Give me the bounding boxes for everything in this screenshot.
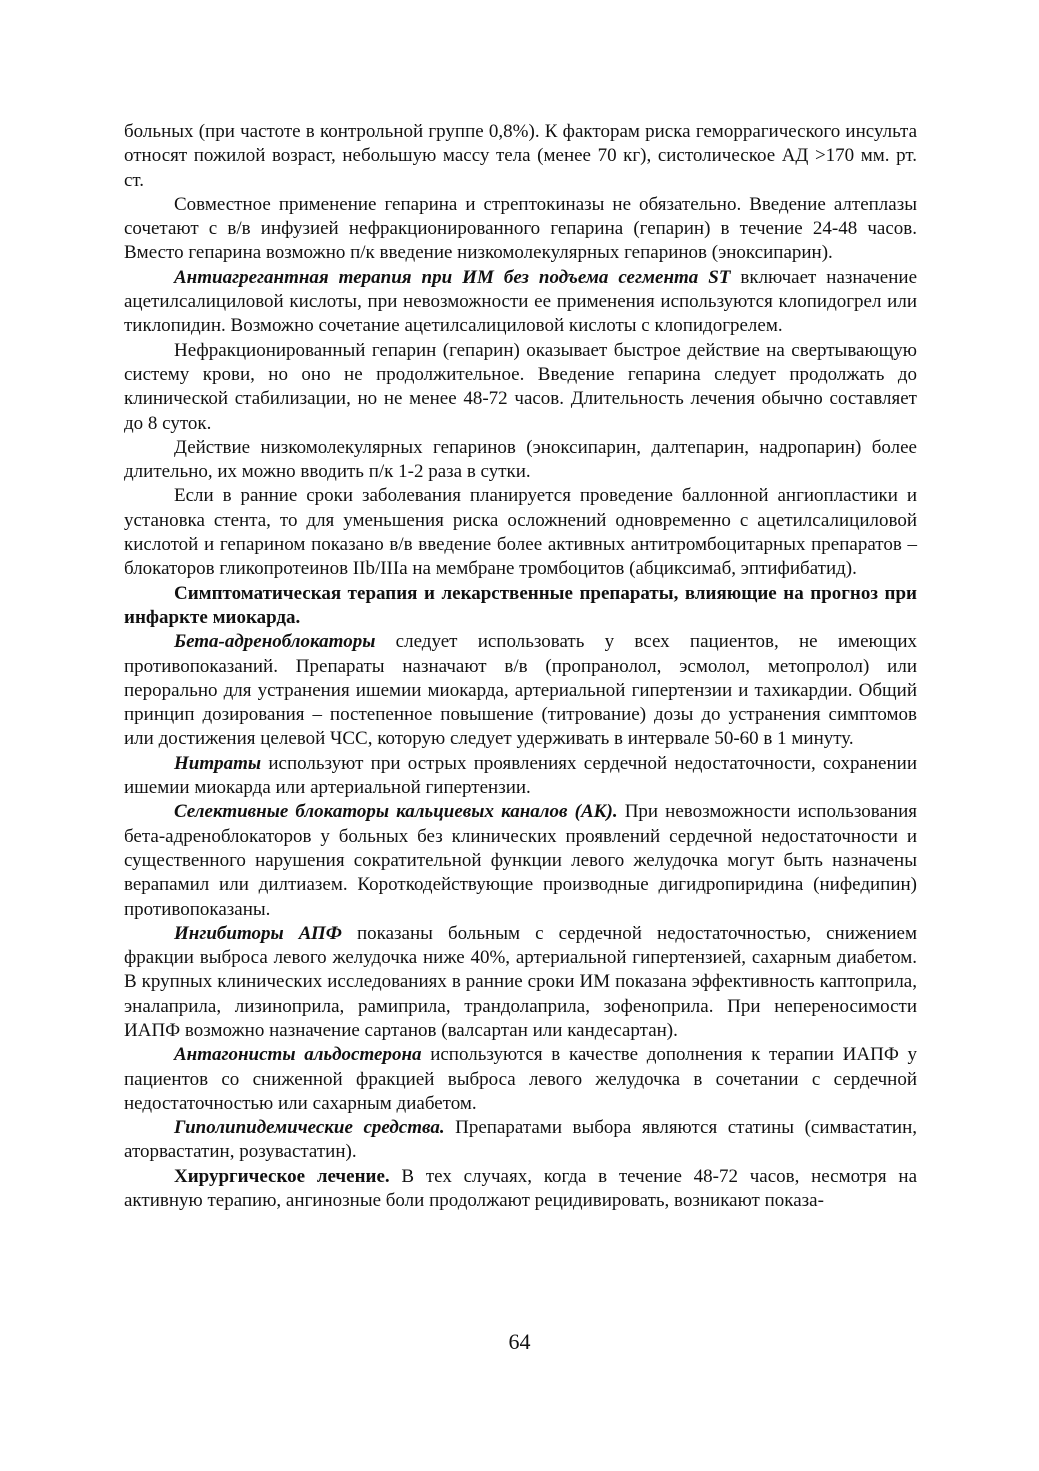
paragraph [124,120,917,193]
paragraph-text: Действие низкомолекулярных гепаринов (эноксипарин, далтепарин, надропарин) более длительно, их можно вводить п/к 1-2 раза в сутки. [124,436,917,483]
paragraph-text: Препаратами выбора являются статины (симвастатин, аторвастатин, розувастатин). [124,1117,917,1163]
paragraph [124,339,917,436]
paragraph-text: больных (при частоте в контрольной группе 0,8%). К факторам риска геморрагического инсульта относят пожилой возраст, небольшую массу тела (менее 70 кг), систолическое АД >170 мм. рт. ст. [124,121,917,191]
paragraph-text: Нефракционированный гепарин (гепарин) оказывает быстрое действие на свертывающую систему крови, но оно не продолжительное. Введение гепарина следует продолжать до клинической стабилизации, но не менее 48-72 часов. Длительность лечения обычно составляет до 8 суток. [124,339,917,434]
paragraph-heading: Нитраты [174,752,262,774]
paragraph-text: При невозможности использования бета-адреноблокаторов у больных без клинических проявлений сердечной недостаточности и существенного нарушения сократительной функции левого желудочка могут быть назначены верапамил или дилтиазем. Короткодействующие производные дигидропиридина (нифедипин) противопоказаны. [124,801,917,920]
paragraph [124,630,917,751]
paragraph-heading: Гиполипидемические средства. [174,1117,445,1139]
paragraph [124,266,917,339]
paragraph [124,1165,917,1214]
paragraph-text: включает назначение ацетилсалициловой кислоты, при невозможности ее применения используются клопидогрел или тиклопидин. Возможно сочетание ацетилсалициловой кислоты с клопидогрелем. [124,266,917,337]
paragraph-heading: Ингибиторы АПФ [174,922,342,944]
section-heading-text: Симптоматическая терапия и лекарственные препараты, влияющие на прогноз при инфаркте миокарда. [124,582,917,628]
paragraph-text: Совместное применение гепарина и стрептокиназы не обязательно. Введение алтеплазы сочетают с в/в инфузией нефракционированного гепарина (гепарин) в течение 24-48 часов. Вместо гепарина возможно п/к введение низкомолекулярных гепаринов (эноксипарин). [124,193,917,264]
paragraph [124,800,917,921]
paragraph-text: В тех случаях, когда в течение 48-72 часов, несмотря на активную терапию, ангинозные боли продолжают рецидивировать, возникают показа- [124,1165,917,1212]
paragraph-text: используют при острых проявлениях сердечной недостаточности, сохранении ишемии миокарда или артериальной гипертензии. [124,752,917,799]
paragraph [124,752,917,801]
paragraph-heading: Антагонисты альдостерона [174,1044,422,1066]
paragraph-text: используются в качестве дополнения к терапии ИАПФ у пациентов со сниженной фракцией выброса левого желудочка в сочетании с сердечной недостаточностью или сахарным диабетом. [124,1044,918,1114]
page-number: 64 [508,1329,531,1354]
paragraph [124,193,917,266]
section-heading [124,582,917,631]
paragraph-heading: Селективные блокаторы кальциевых каналов (АК). [174,801,618,823]
document-body [124,120,917,1213]
paragraph [124,436,917,485]
paragraph-heading: Антиагрегантная терапия при ИМ без подъема сегмента ST [174,266,731,288]
paragraph [124,484,917,581]
paragraph-heading: Бета-адреноблокаторы [174,631,376,653]
paragraph-text: показаны больным с сердечной недостаточностью, снижением фракции выброса левого желудочка ниже 40%, артериальной гипертензией, сахарным диабетом. В крупных клинических исследованиях в ранние сроки ИМ показана эффективность каптоприла, эналаприла, лизиноприла, рамиприла, трандолаприла, зофеноприла. При непереносимости ИАПФ возможно назначение сартанов (валсартан или кандесартан). [124,922,917,1041]
paragraph [124,1043,917,1116]
paragraph-text: следует использовать у всех пациентов, не имеющих противопоказаний. Препараты назначают в/в (пропранолол, эсмолол, метопролол) или перорально для устранения ишемии миокарда, артериальной гипертензии и тахикардии. Общий принцип дозирования – постепенное повышение (титрование) дозы до устранения симптомов или достижения целевой ЧСС, которую следует удерживать в интервале 50-60 в 1 минуту. [124,631,917,750]
paragraph-heading: Хирургическое лечение. [174,1165,390,1187]
paragraph [124,1116,917,1165]
paragraph-text: Если в ранние сроки заболевания планируется проведение баллонной ангиопластики и установка стента, то для уменьшения риска осложнений одновременно с ацетилсалициловой кислотой и гепарином показано в/в введение более активных антитромбоцитарных препаратов – блокаторов гликопротеинов IIb/IIIa на мембране тромбоцитов (абциксимаб, эптифибатид). [124,485,917,580]
paragraph [124,922,917,1043]
